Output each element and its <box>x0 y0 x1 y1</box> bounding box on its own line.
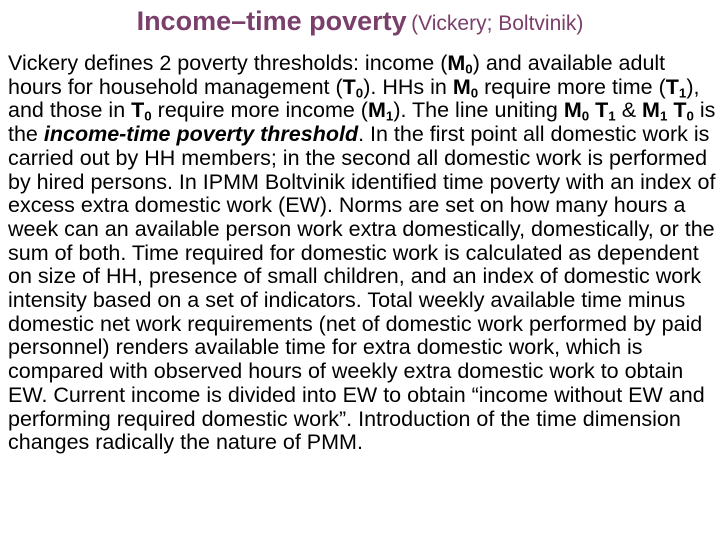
body-text: ). The line uniting <box>393 98 564 123</box>
body-text: . In the first point all domestic work is carried out by HH members; in the second all domestic work is performed by hired persons. In IPMM Boltvinik identified time poverty with an index of excess extra domestic work (EW). Norms are set on how many hours a week can an available person work extra domestically, domestically, or the sum of both. Time required for domestic work is calculated as dependent on size of HH, presence of small children, and an index of domestic work intensity based on a set of indicators. Total weekly available time minus domestic net work requirements (net of domestic work performed by paid personnel) renders available time for extra domestic work, which is compared with observed hours of weekly extra domestic work to obtain EW. Current income is divided into EW to obtain “income without EW and performing required domestic work”. Introduction of the time dimension changes radically the nature of PMM. <box>8 122 716 455</box>
symbol-t0: $T_0$ <box>342 74 364 101</box>
symbol-t1: $T_1$ <box>595 98 616 124</box>
symbol-m0: $M_0$ <box>447 51 473 77</box>
symbol-m1: $M_1$ <box>367 98 394 124</box>
body-text: Vickery defines 2 poverty thresholds: income ( <box>8 51 448 75</box>
symbol-m0: $M_0$ <box>563 98 590 124</box>
body-text: require more income ( <box>151 98 368 123</box>
body-text: ) and available adult hours for household management ( <box>8 51 666 99</box>
body-text: require more time ( <box>478 74 666 99</box>
body-paragraph <box>8 52 716 455</box>
title-subtitle: (Vickery; Boltvinik) <box>411 12 584 35</box>
body-text: ), and those in <box>8 74 700 123</box>
title-main: Income–time poverty <box>136 6 407 36</box>
body-text: ). HHs in <box>363 74 453 99</box>
symbol-m0: $M_0$ <box>452 74 479 101</box>
symbol-m1: $M_1$ <box>642 98 668 124</box>
body-text: is the <box>8 98 716 147</box>
slide-title <box>0 6 720 37</box>
body-text: & <box>615 98 643 123</box>
symbol-t0: $T_0$ <box>673 98 694 124</box>
emphasis-threshold: income-time poverty threshold <box>43 122 359 147</box>
symbol-t0: $T_0$ <box>131 98 152 124</box>
symbol-t1: $T_1$ <box>665 74 687 101</box>
